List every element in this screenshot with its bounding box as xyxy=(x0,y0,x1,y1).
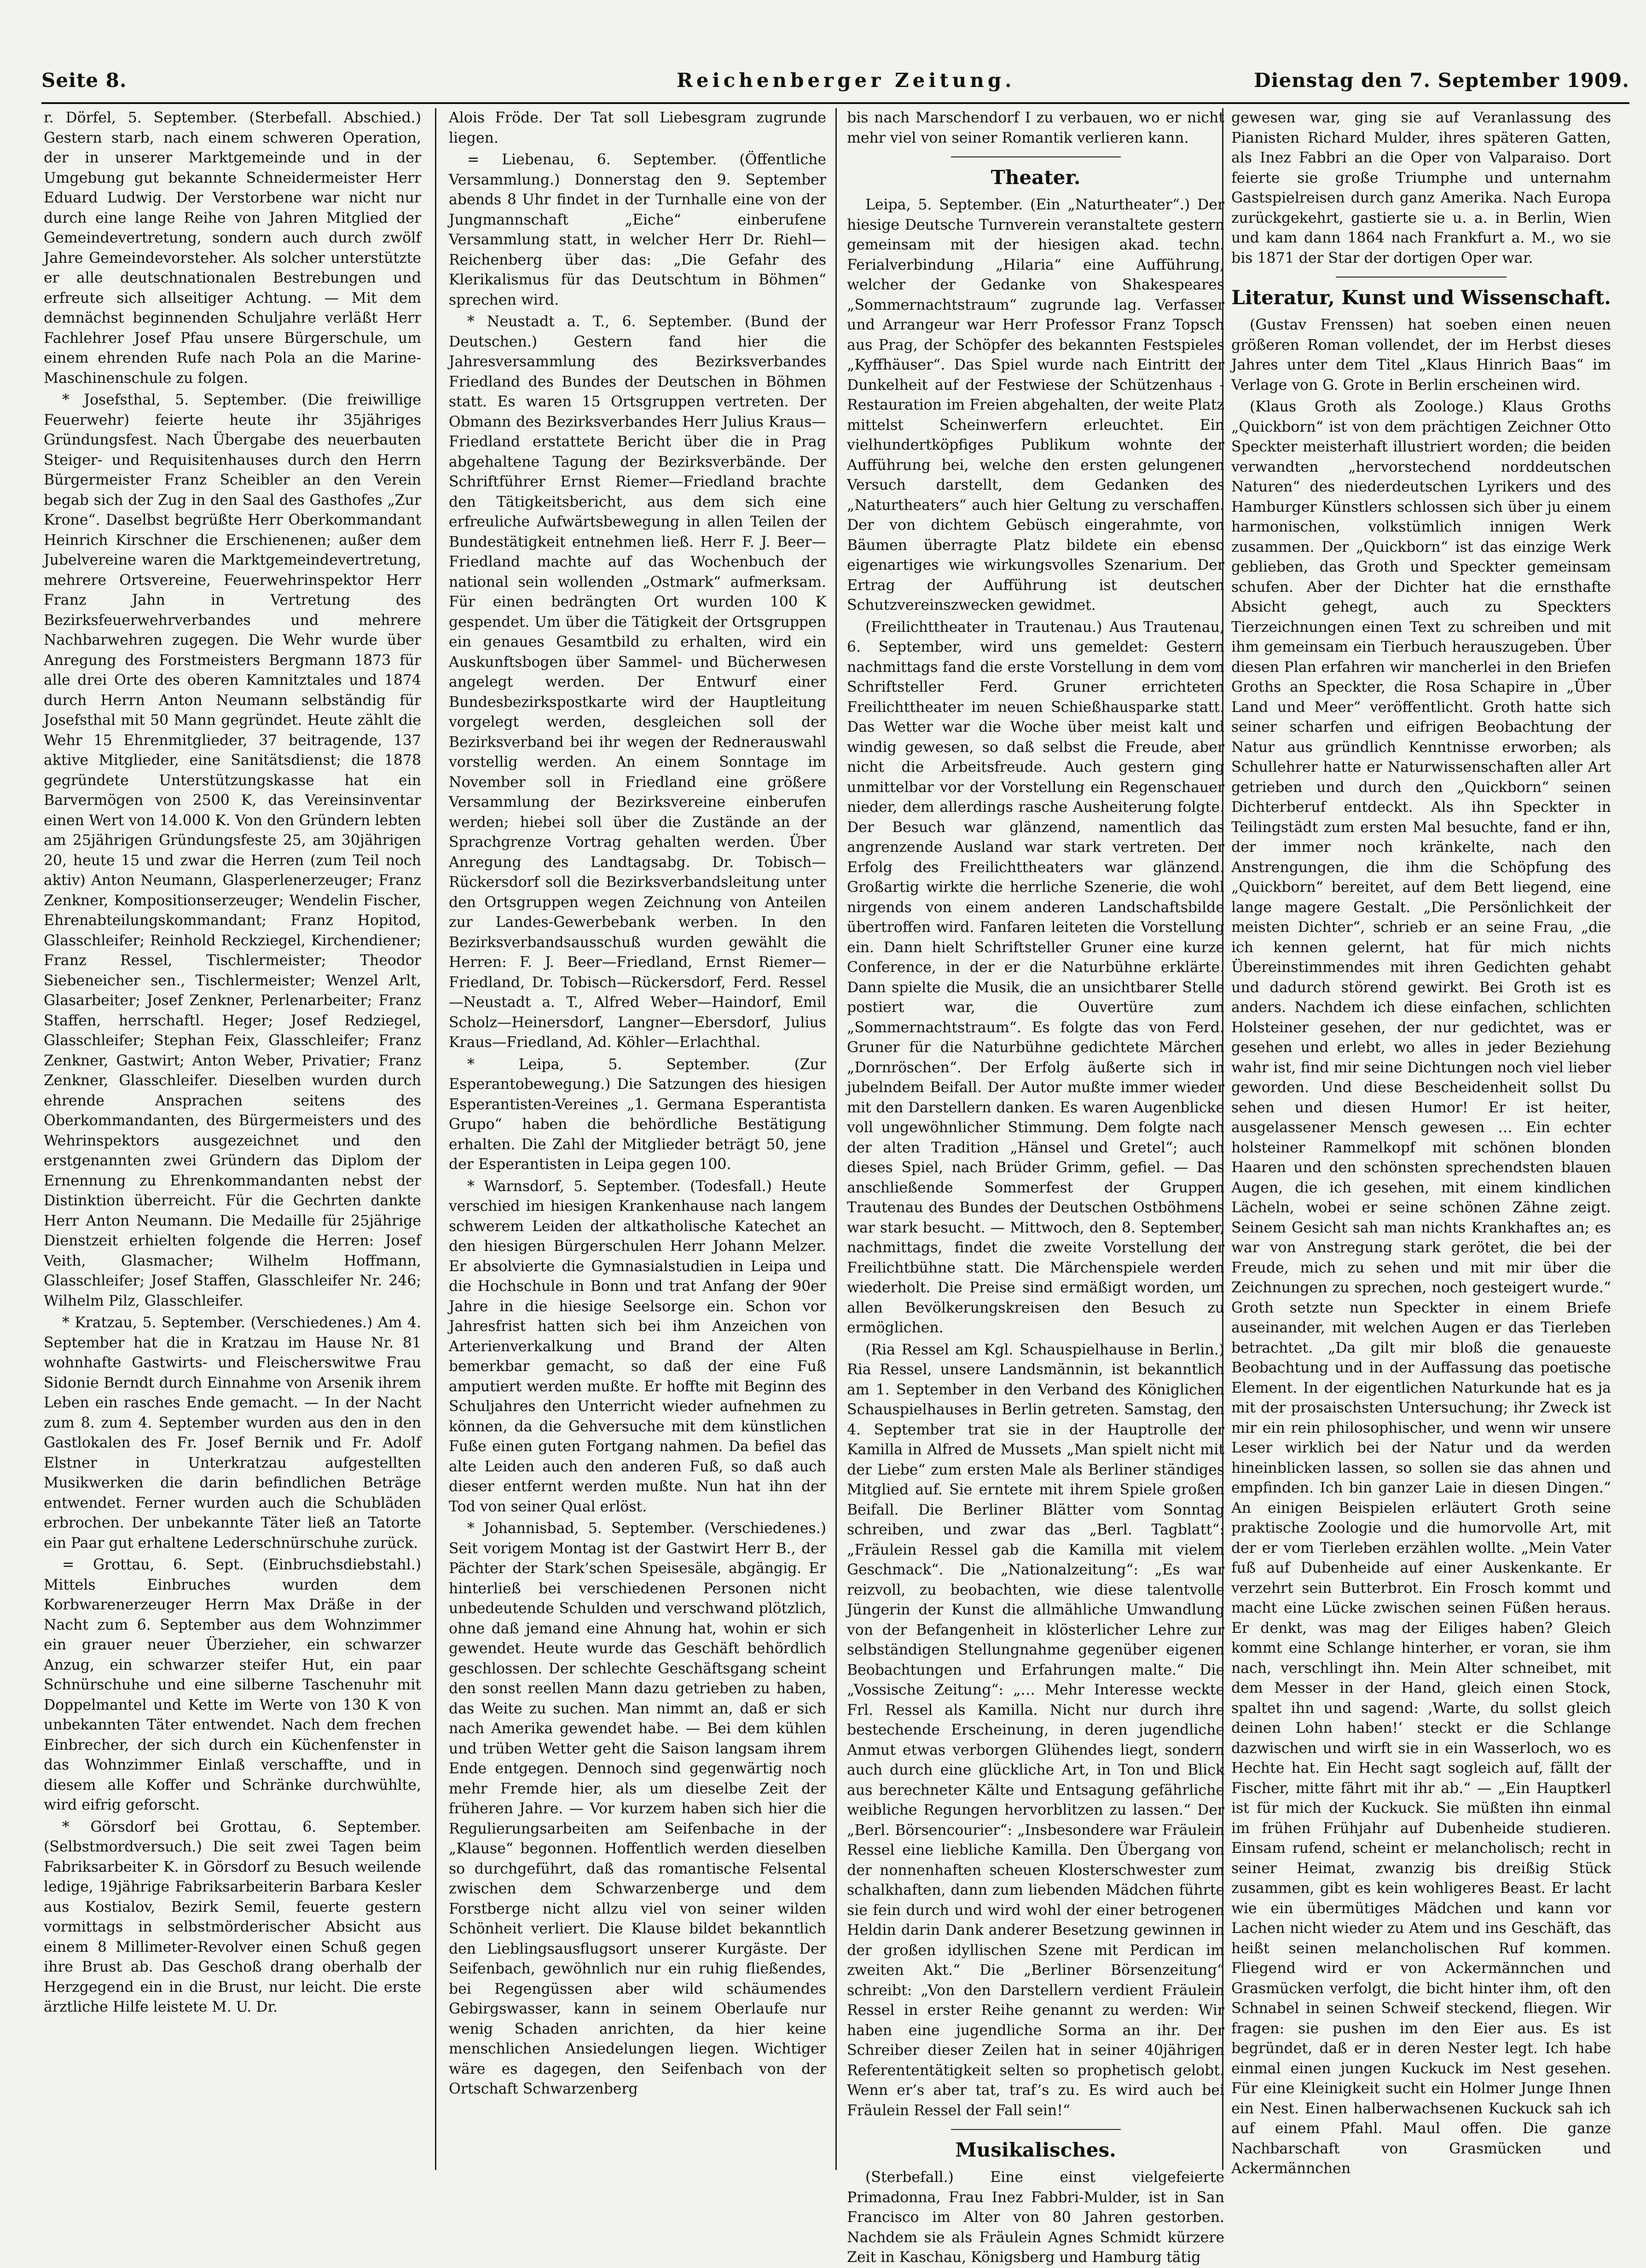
column-divider-1 xyxy=(435,108,436,2170)
article-continuation: Alois Fröde. Der Tat soll Liebesgram zugrunde liegen. xyxy=(449,110,826,146)
article-liebenau: = Liebenau, 6. September. (Öffentliche Versammlung.) Donnerstag den 9. September abends 8 Uhr findet in der Turnhalle eine von der Jungmannschaft „Eiche“ einberufene Versammlung statt, in welcher Herr Dr. Riehl—Reichenberg über das: „Die Gefahr des Klerikalismus für das Deutschtum in Böhmen“ sprechen wird. xyxy=(449,151,826,308)
section-heading-literatur: Literatur, Kunst und Wissenschaft. xyxy=(1231,286,1611,309)
article-neustadt: * Neustadt a. T., 6. September. (Bund der Deutschen.) Gestern fand hier die Jahresversammlung des Bezirksverbandes Friedland des Bundes der Deutschen in Böhmen statt. Es waren 15 Ortsgruppen vertreten. Der Obmann des Bezirksverbandes Herr Julius Kraus—Friedland erstattete Bericht über die in Prag abgehaltene Tagung der Bezirksverbände. Der Schriftführer Ernst Riemer—Friedland brachte den Tätigkeitsbericht, aus dem sich eine erfreuliche Aufwärtsbewegung in allen Teilen der Bundestätigkeit entnehmen ließ. Herr F. J. Beer—Friedland machte auf das Wochenbuch der national sein wollenden „Ostmark“ aufmerksam. Für einen bedrängten Ort wurden 100 K gespendet. Um über die Tätigkeit der Ortsgruppen ein genaues Gesamtbild zu erhalten, wird ein Auskunftsbogen über Sammel- und Bücherwesen angelegt werden. Der Entwurf einer Bundesbezirkspostkarte wird der Hauptleitung vorgelegt werden, desgleichen soll der Bezirksverband bei ihr wegen der Rednerauswahl vorstellig werden. An einem Sonntage im November soll in Friedland eine größere Versammlung der Bezirksvereine einberufen werden; hiebei soll über die Zustände an der Sprachgrenze Vortrag gehalten werden. Über Anregung des Landtagsabg. Dr. Tobisch—Rückersdorf soll die Bezirksverbandsleitung unter den Ortsgruppen wegen Zeichnung von Anteilen zur Landes-Gewerbebank werben. In den Bezirksverbandsausschuß wurden gewählt die Herren: F. J. Beer—Friedland, Ernst Riemer—Friedland, Dr. Tobisch—Rückersdorf, Ferd. Ressel—Neustadt a. T., Alfred Weber—Haindorf, Emil Scholz—Heinersdorf, Langner—Ebersdorf, Julius Kraus—Friedland, Ad. Köhler—Erlachthal. xyxy=(449,313,826,1051)
section-rule xyxy=(1336,277,1507,278)
column-2 xyxy=(449,108,826,2165)
page-number: Seite 8. xyxy=(41,69,127,92)
article-johannisbad: * Johannisbad, 5. September. (Verschiedenes.) Seit vorigem Montag ist der Gastwirt Herr B., der Pächter der Stark’schen Speisesäle, abgängig. Er hinterließ bei verschiedenen Personen nicht unbedeutende Schulden und verschwand plötzlich, ohne daß jemand eine Ahnung hat, wohin er sich gewendet. Heute wurde das Geschäft behördlich geschlossen. Der schlechte Geschäftsgang scheint den sonst reellen Mann dazu getrieben zu haben, das Weite zu suchen. Man nimmt an, daß er sich nach Amerika gewendet habe. — Bei dem kühlen und trüben Wetter geht die Saison langsam ihrem Ende entgegen. Dennoch sind gegenwärtig noch mehr Fremde hier, als um dieselbe Zeit der früheren Jahre. — Vor kurzem haben sich hier die Regulierungsarbeiten am Seifenbache in der „Klause“ begonnen. Hoffentlich werden dieselben so durchgeführt, daß das romantische Felsental zwischen dem Schwarzenberge und dem Forstberge nicht allzu viel von seiner wilden Schönheit verliert. Die Klause bildet bekanntlich den Lieblingsausflugsort unserer Kurgäste. Der Seifenbach, gewöhnlich nur ein ruhig fließendes, bei Regengüssen aber wild schäumendes Gebirgswasser, kann in seinem Oberlaufe nur wenig Schaden anrichten, da hier keine menschlichen Ansiedelungen liegen. Wichtiger wäre es dagegen, den Seifenbach von der Ortschaft Schwarzenberg xyxy=(449,1520,826,2097)
header-divider xyxy=(41,102,1629,104)
column-divider-2 xyxy=(835,108,837,2170)
article-doerfel: r. Dörfel, 5. September. (Sterbefall. Abschied.) Gestern starb, nach einem schweren Operation, der in unserer Marktgemeinde und in der Umgebung gut bekannte Schneidermeister Herr Eduard Ludwig. Der Verstorbene war nicht nur durch eine lange Reihe von Jahren Mitglied der Gemeindevertretung, sondern auch durch zwölf Jahre Gemeindevorsteher. Als solcher unterstützte er alle deutschnationalen Bestrebungen und erfreute sich allseitiger Achtung. — Mit dem demnächst beginnenden Schuljahre verläßt Herr Fachlehrer Josef Pfau unsere Bürgerschule, um einem ehrenden Rufe nach Pola an die Marine-Maschinenschule zu folgen. xyxy=(44,110,421,387)
article-kratzau: * Kratzau, 5. September. (Verschiedenes.) Am 4. September hat die in Kratzau im Hause Nr. 81 wohnhafte Gastwirts- und Fleischerswitwe Frau Sidonie Berndt durch Einnahme von Arsenik ihrem Leben ein rasches Ende gemacht. — In der Nacht zum 8. zum 4. September wurden aus den in den Gastlokalen des Fr. Josef Bernik und Fr. Adolf Elstner in Unterkratzau aufgestellten Musikwerken die darin befindlichen Beträge entwendet. Ferner wurden auch die Schubläden erbrochen. Der unbekannte Täter ließ an Tatorte ein Paar gut erhaltene Lederschnürschuhe zurück. xyxy=(44,1314,421,1551)
section-rule xyxy=(951,156,1121,157)
section-rule xyxy=(951,2129,1121,2130)
newspaper-title: Reichenberger Zeitung. xyxy=(677,69,1015,92)
article-josefsthal: * Josefsthal, 5. September. (Die freiwillige Feuerwehr) feierte heute ihr 35jähriges Gründungsfest. Nach Übergabe des neuerbauten Steiger- und Requisitenhauses durch den Herrn Bürgermeister Franz Scheibler an den Verein begab sich der Zug in den Saal des Gasthofes „Zur Krone“. Daselbst begrüßte Herr Oberkommandant Heinrich Kirschner die Erschienenen; außer dem Jubelvereine waren die Marktgemeindevertretung, mehrere Ortsvereine, Feuerwehrinspektor Herr Franz Jahn in Vertretung des Bezirksfeuerwehrverbandes und mehrere Nachbarwehren zugegen. Die Wehr wurde über Anregung des Forstmeisters Bergmann 1873 für alle drei Orte des oberen Kamnitztales und 1874 durch Herrn Anton Neumann selbständig für Josefsthal mit 50 Mann gegründet. Heute zählt die Wehr 15 Ehrenmitglieder, 37 beitragende, 137 aktive Mitglieder, eine Sanitätsdienst; die 1878 gegründete Unterstützungskasse hat ein Barvermögen von 2500 K, das Vereinsinventar einen Wert von 14.000 K. Von den Gründern lebten am 25jährigen Gründungsfeste 25, am 30jährigen 20, heute 15 und zwar die Herren (zum Teil noch aktiv) Anton Neumann, Glasperlenerzeuger; Franz Zenkner, Kompositionserzeuger; Wendelin Fischer, Ehrenabteilungskommandant; Franz Hopitod, Glasschleifer; Reinhold Reckziegel, Kirchendiener; Franz Ressel, Tischlermeister; Theodor Siebeneicher sen., Tischlermeister; Wenzel Arlt, Glasarbeiter; Josef Zenkner, Perlenarbeiter; Franz Staffen, herrschaftl. Heger; Josef Redziegel, Glasschleifer; Stephan Feix, Glasschleifer; Franz Zenkner, Gastwirt; Anton Weber, Privatier; Franz Zenkner, Glasschleifer. Dieselben wurden durch ehrende Ansprachen seitens des Oberkommandanten, des Bürgermeisters und des Wehrinspektors ausgezeichnet und den erstgenannten zwei Gründern das Diplom der Ernennung zu Ehrenkommandanten nebst der Distinktion überreicht. Für die Gechrten dankte Herr Anton Neumann. Die Medaille für 25jährige Dienstzeit erhielten folgende die Herren: Josef Veith, Glasmacher; Wilhelm Hoffmann, Glasschleifer; Josef Staffen, Glasschleifer Nr. 246; Wilhelm Pilz, Glasschleifer. xyxy=(44,392,421,1309)
article-sterbefall-primadonna: (Sterbefall.) Eine einst vielgefeierte Primadonna, Frau Inez Fabbri-Mulder, ist in San Francisco im Alter von 80 Jahren gestorben. Nachdem sie als Fräulein Agnes Schmidt kürzere Zeit in Kaschau, Königsberg und Hamburg tätig xyxy=(847,2169,1224,2266)
column-3 xyxy=(847,108,1224,2266)
column-1 xyxy=(44,108,421,2165)
article-frenssen: (Gustav Frenssen) hat soeben einen neuen größeren Roman vollendet, der im Herbst dieses Jahres unter dem Titel „Klaus Hinrich Baas“ im Verlage von G. Grote in Berlin erscheinen wird. xyxy=(1231,317,1611,393)
article-warnsdorf: * Warnsdorf, 5. September. (Todesfall.) Heute verschied im hiesigen Krankenhause nach langem schwerem Leiden der altkatholische Katechet an den hiesigen Bürgerschulen Herr Johann Melzer. Er absolvierte die Gymnasialstudien in Leipa und die Hochschule in Bonn und trat Anfang der 90er Jahre in die hiesige Seelsorge ein. Schon vor Jahresfrist hatten sich bei ihm Anzeichen von Arterienverkalkung und Brand der Alten bemerkbar gemacht, so daß der eine Fuß amputiert werden mußte. Er hoffte mit Beginn des Schuljahres den Unterricht wieder aufnehmen zu können, da die Gehversuche mit dem künstlichen Fuße einen guten Fortgang nahmen. Da befiel das alte Leiden auch den anderen Fuß, so daß auch dieser entfernt werden mußte. Nun hat ihn der Tod von seiner Qual erlöst. xyxy=(449,1178,826,1515)
section-heading-theater: Theater. xyxy=(991,166,1081,189)
article-trautenau: (Freilichttheater in Trautenau.) Aus Trautenau, 6. September, wird uns gemeldet: Gestern nachmittags fand die erste Vorstellung in dem vom Schriftsteller Ferd. Gruner errichteten Freilichttheater im neuen Schießhausparke statt. Das Wetter war die Woche über meist kalt und windig gewesen, so daß selbst die Freude, aber nicht die Arbeitsfreude. Auch gestern ging unmittelbar vor der Vorstellung ein Regenschauer nieder, dem allerdings rasche Ausheiterung folgte. Der Besuch war glänzend, namentlich das angrenzende Ausland war stark vertreten. Der Erfolg des Freilichttheaters war glänzend. Großartig wirkte die herrliche Szenerie, die wohl nirgends von einem anderen Landschaftsbilde übertroffen wird. Fanfaren leiteten die Vorstellung ein. Dann hielt Schriftsteller Gruner eine kurze Conference, in der er die Naturbühne erklärte. Dann spielte die Musik, die an unsichtbarer Stelle postiert war, die Ouvertüre zum „Sommernachtstraum“. Es folgte das von Ferd. Gruner für die Naturbühne gedichtete Märchen „Dornröschen“. Der Erfolg äußerte sich in jubelndem Beifall. Der Autor mußte immer wieder mit den Darstellern danken. Es waren Augenblicke voll ungewöhnlicher Stimmung. Dem folgte nach der alten Tradition „Hänsel und Gretel“; auch dieses Spiel, nach Brüder Grimm, gefiel. — Das anschließende Sommerfest der Gruppen Trautenau des Bundes der Deutschen Ostböhmens war stark besucht. — Mittwoch, den 8. September, nachmittags, findet die zweite Vorstellung der Freilichtbühne statt. Die Märchenspiele werden wiederholt. Die Preise sind ermäßigt worden, um allen Bevölkerungskreisen den Besuch zu ermöglichen. xyxy=(847,619,1224,1336)
section-heading-musik: Musikalisches. xyxy=(955,2139,1116,2161)
article-continuation: bis nach Marschendorf I zu verbauen, wo er nicht mehr viel von seiner Romantik verlieren kann. xyxy=(847,110,1224,146)
article-klaus-groth: (Klaus Groth als Zoologe.) Klaus Groths „Quickborn“ ist von dem prächtigen Zeichner Otto Speckter meisterhaft illustriert worden; die beiden verwandten „hervorstechend norddeutschen Naturen“ des niederdeutschen Lyrikers und des Hamburger Künstlers schlossen sich über ju einem harmonischen, volkstümlich innigen Werk zusammen. Der „Quickborn“ ist das einzige Werk geblieben, das Groth und Speckter gemeinsam schufen. Aber der Dichter hat die ernsthafte Absicht gehegt, auch zu Speckters Tierzeichnungen einen Text zu schreiben und mit ihm gemeinsam ein Tierbuch herauszugeben. Über diesen Plan erfahren wir mancherlei in den Briefen Groths an Speckter, die Rosa Schapire in „Über Land und Meer“ veröffentlicht. Groth hatte sich seiner scharfen und eifrigen Beobachtung der Natur aus gründlich Kenntnisse erworben; als Schullehrer hatte er Naturwissenschaften aller Art getrieben und durch den „Quickborn“ seinen Dichterberuf entdeckt. Als ihn Speckter in Teilingstädt zum ersten Mal besuchte, fand er ihn, der immer noch kränkelte, nach den Anstrengungen, die ihm die Schöpfung des „Quickborn“ bereitet, auf dem Bett liegend, eine lange magere Gestalt. „Die Persönlichkeit der meisten Dichter“, schrieb er an seine Frau, „die ich kennen gelernt, hat für mich nichts Übereinstimmendes mit ihren Gedichten gehabt und dadurch störend gewirkt. Bei Groth ist es anders. Nachdem ich diese einfachen, schlichten Holsteiner gesehen, der nur gedichtet, was er gesehen und erlebt, wo alles in jeder Beziehung wahr ist, find mir seine Dichtungen noch viel lieber geworden. Und diese Bescheidenheit sollst Du sehen und diesen Humor! Er ist heiter, ausgelassener Mensch gewesen … Ein echter holsteiner Rammelkopf mit schönen blonden Haaren und den schönsten sprechendsten blauen Augen, die ich gesehen, mit einem kindlichen Lächeln, wobei er seine schönen Zähne zeigt. Seinem Gesicht sah man nichts Krankhaftes an; es war von Anstregung stark gerötet, die bei der Freude, mich zu sehen und mit mir über die Zeichnungen zu sprechen, noch gesteigert wurde.“ Groth setzte nun Speckter in einem Briefe auseinander, mit welchen Augen er das Tierleben betrachtet. „Da gilt mir bloß die genaueste Beobachtung und in der Auffassung das poetische Element. In der eigentlichen Naturkunde hat es ja mit der prosaischsten Untersuchung; ihr Zweck ist mir ein rein philosophischer, und wenn wir unsere Leser wirklich bei der Natur und da werden hineinblicken lassen, so sollen sie das ahnen und empfinden. Ich bin ganzer Laie in diesen Dingen.“ An einigen Beispielen erläutert Groth seine praktische Zoologie und die humorvolle Art, mit der er vom Tierleben erzählen wollte. „Mein Vater fuß auf Dubenheide auf einer Auskenkante. Er verzehrt sein Butterbrot. Ein Frosch kommt und macht eine Lücke zwischen seinen Füßen heraus. Er denkt, was mag der Eiliges haben? Gleich kommt eine Schlange hinterher, er voran, sie ihm nach, verschlingt ihn. Mein Alter schneibet, mit dem Messer in der Hand, gleich einen Stock, spaltet ihn und sagend: ‚Warte, du sollst gleich deinen Lohn haben!‘ steckt er die Schlange dazwischen und wirft sie in ein Wasserloch, wo es Hechte hat. Ein Hecht sagt sogleich auf, fällt der Fischer, mitte fährt mit ihr ab.“ — „Ein Hauptkerl ist für mich der Kuckuck. Sie müßten ihn einmal im frühen Frühjahr auf Dubenheide studieren. Einsam rufend, scheint er melancholisch; recht in seiner Heimat, zwanzig bis dreißig Stück zusammen, gibt es kein wohligeres Beast. Er lacht wie ein übermütiges Mädchen und kann vor Lachen nicht wieder zu Atem und ins Geschäft, das heißt seinen melancholischen Ruf kommen. Fliegend wird er von Ackermännchen und Grasmücken verfolgt, die bicht hinter ihm, oft den Schnabel in seinen Schweif steckend, fliegen. Wir fragen: sie pushen im den Eier aus. Es ist begründet, daß er in deren Nester legt. Ich habe einmal einen jungen Kuckuck im Nest gesehen. Für eine Kleinigkeit sucht ein Holmer Junge Ihnen ein Nest. Einen halberwachsenen Kuckuck sah ich auf einem Pfahl. Maul offen. Die ganze Nachbarschaft von Grasmücken und Ackermännchen xyxy=(1231,399,1611,2177)
issue-date: Dienstag den 7. September 1909. xyxy=(1254,69,1629,92)
page-header xyxy=(41,69,1629,101)
article-grottau: = Grottau, 6. Sept. (Einbruchsdiebstahl.) Mittels Einbruches wurden dem Korbwarenerzeuger Herrn Max Dräße in der Nacht zum 6. September aus dem Wohnzimmer ein grauer neuer Überzieher, ein schwarzer Anzug, ein schwarzer steifer Hut, ein paar Schnürschuhe und eine silberne Taschenuhr mit Doppelmantel und Kette im Werte von 130 K von unbekannten Täter entwendet. Nach dem frechen Einbrecher, der sich durch ein Küchenfenster in das Wohnzimmer Einlaß verschaffte, und in diesem alle Koffer und Schränke durchwühlte, wird eifrig geforscht. xyxy=(44,1556,421,1813)
column-4 xyxy=(1231,108,1611,2177)
article-naturtheater: Leipa, 5. September. (Ein „Naturtheater“.) Der hiesige Deutsche Turnverein veranstaltete gestern gemeinsam mit der hiesigen akad. techn. Ferialverbindung „Hilaria“ eine Aufführung, welcher der Gedanke von Shakespeares „Sommernachtstraum“ zugrunde lag. Verfasser und Arrangeur war Herr Professor Franz Topsch aus Prag, der Schöpfer des bekannten Festspieles „Kyffhäuser“. Das Spiel wurde nach Eintritt der Dunkelheit auf der Festwiese der Schützenhaus - Restauration im Freien abgehalten, der weite Platz mittelst Scheinwerfern erleuchtet. Ein vielhundertköpfiges Publikum wohnte der Aufführung bei, welche den ersten gelungenen Versuch darstellt, dem Gedanken des „Naturtheaters“ auch hier Geltung zu verschaffen. Der von dichtem Gebüsch eingerahmte, von Bäumen überragte Platz bildete ein ebenso eigenartiges wie wirkungsvolles Szenarium. Der Ertrag der Aufführung ist deutschen Schutzvereinszwecken gewidmet. xyxy=(847,197,1224,613)
article-ria-ressel: (Ria Ressel am Kgl. Schauspielhause in Berlin.) Ria Ressel, unsere Landsmännin, ist bekanntlich am 1. September in den Verband des Königlichen Schauspielhauses in Berlin getreten. Samstag, den 4. September trat sie in der Hauptrolle der Kamilla in Alfred de Mussets „Man spielt nicht mit der Liebe“ zum ersten Male als Berliner ständiges Mitglied auf. Sie erntete mit ihrem Spiele großen Beifall. Die Berliner Blätter vom Sonntag schreiben, und zwar das „Berl. Tagblatt“: „Fräulein Ressel gab die Kamilla mit vielem Geschmack“. Die „Nationalzeitung“: „Es war reizvoll, zu beobachten, wie diese talentvolle Jüngerin der Kunst die allmähliche Umwandlung von der Befangenheit in klösterlicher Lehre zur selbständigen Stellungnahme gegenüber eigenen Beobachtungen und Erfahrungen malte.“ Die „Vossische Zeitung“: „… Mehr Interesse weckte Frl. Ressel als Kamilla. Nicht nur durch ihre bestechende Erscheinung, in deren jugendliche Anmut etwas verborgen Glühendes liegt, sondern auch durch eine glückliche Art, in Ton und Blick aus berechneter Kälte und Entsagung gefährliche weibliche Regungen hervorblitzen zu lassen.“ Der „Berl. Börsencourier“: „Insbesondere war Fräulein Ressel eine liebliche Kamilla. Den Übergang von der nonnenhaften scheuen Klosterschwester zum schalkhaften, dann zum liebenden Mädchen führte sie fein durch und wird wohl der einer betrogenen Heldin darin Dank anderer Besetzung gewinnen in der großen idyllischen Szene mit Perdican im zweiten Akt.“ Die „Berliner Börsenzeitung“ schreibt: „Von den Darstellern verdient Fräulein Ressel in erster Reihe genannt zu werden: Wir haben eine jugendliche Sorma an ihr. Der Schreiber dieser Zeilen hat in seiner 40jährigen Referententätigkeit selten so prophetisch gelobt. Wenn er’s aber tat, traf’s zu. Es wird auch bei Fräulein Ressel der Fall sein!“ xyxy=(847,1341,1224,2119)
article-continuation: gewesen war, ging sie auf Veranlassung des Pianisten Richard Mulder, ihres späteren Gatten, als Inez Fabbri an die Oper von Valparaiso. Dort feierte sie große Triumphe und unternahm Gastspielreisen durch ganz Amerika. Nach Europa zurückgekehrt, gastierte sie u. a. in Berlin, Wien und kam dann 1864 nach Frankfurt a. M., wo sie bis 1871 der Star der dortigen Oper war. xyxy=(1231,110,1611,266)
article-leipa-esperanto: * Leipa, 5. September. (Zur Esperantobewegung.) Die Satzungen des hiesigen Esperantisten-Vereines „1. Germana Esperantista Grupo“ haben die behördliche Bestätigung erhalten. Die Zahl der Mitglieder beträgt 50, jene der Esperantisten in Leipa gegen 100. xyxy=(449,1056,826,1173)
article-goersdorf: * Görsdorf bei Grottau, 6. September. (Selbstmordversuch.) Die seit zwei Tagen beim Fabriksarbeiter K. in Görsdorf zu Besuch weilende ledige, 19jährige Fabriksarbeiterin Barbara Kesler aus Kostialov, Bezirk Semil, feuerte gestern vormittags in selbstmörderischer Absicht aus einem 8 Millimeter-Revolver einen Schuß gegen ihre Brust ab. Das Geschoß drang oberhalb der Herzgegend ein in die Brust, nur leicht. Die erste ärztliche Hilfe leistete M. U. Dr. xyxy=(44,1818,421,2015)
